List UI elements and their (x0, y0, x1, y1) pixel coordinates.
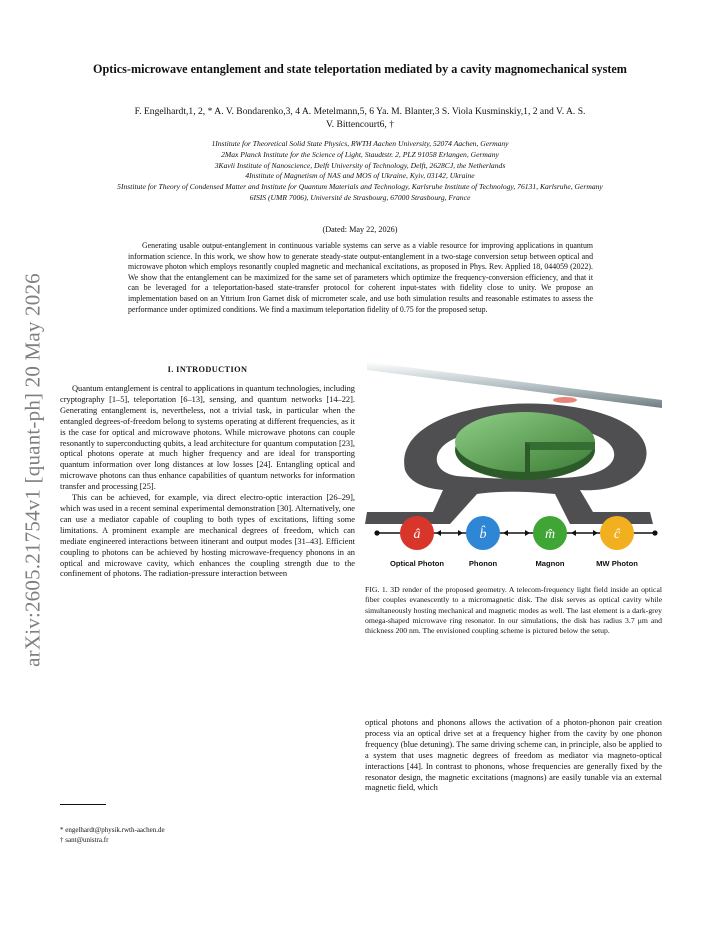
phonon-symbol: b̂ (479, 527, 487, 542)
optical-photon-label: Optical Photon (390, 559, 444, 568)
intro-paragraph-3: optical photons and phonons allows the activation of a photon-phonon pair creation process via an optical drive set at a frequency higher from the cavity by one phonon frequency (blue detuning). The same driving scheme can, in principle, also be applied to a system that uses magnetic degrees of freedom as mediator via magneto-optical interactions [44]. In contrast to phonons, whose frequencies are generally fixed by the resonator design, the magnetic excitations (magnons) are easily tunable via an external magnetic field, which (365, 718, 662, 793)
device-render (365, 362, 662, 572)
intro-paragraph-1: Quantum entanglement is central to applications in quantum technologies, including cryptography [1–5], teleportation [6–13], sensing, and quantum networks [14–22]. Generating entanglement is, nevertheless, not a trivial task, in particular when the entangled degrees-of-freedom belong to systems operating at different frequencies, as it is the case for optical and microwave photons. While microwave photons can couple resonantly to superconducting qubits, a lead architecture for quantum computation [23], optical photons operate at much higher frequency and are ideal for transporting quantum information over long distances at low losses [24]. Entangling optical and microwave photons can thus enhance capabilities of quantum networks for information transfer and processing [25]. (60, 384, 355, 492)
optical-fiber (367, 362, 662, 408)
footnote-rule (60, 804, 106, 805)
affiliation-5: 5Institute for Theory of Condensed Matter and Institute for Quantum Materials and Technology, Karlsruhe Institute of Technology, 76131, Karlsruhe, Germany (117, 182, 603, 192)
abstract: Generating usable output-entanglement in continuous variable systems can serve as a viable resource for improving applications in quantum information science. In this work, we show how to generate steady-state output-entanglement in a two-stage conversion setup between optical and microwave photon which employs resonantly coupled magnetic and mechanical excitations, as proposed in Phys. Rev. Applied 18, 044059 (2022). We show that the entanglement can be maximized for the same set of parameters which optimize the frequency-conversion efficiency, and that it can be leveraged for a teleportation-based state-transfer protocol for coherent input-states with fidelity close to unity. We propose an implementation based on an Yttrium Iron Garnet disk of micrometer scale, and use both simulation results and reasonable estimates to assess the performance under optimized conditions. We find a maximum teleportation fidelity of 0.75 for the proposed setup. (128, 241, 593, 314)
section-heading: I. INTRODUCTION (167, 365, 248, 374)
affiliations (100, 139, 620, 204)
intro-column-left (60, 384, 355, 580)
mw-photon-symbol: ĉ (613, 527, 621, 542)
affiliation-4: 4Institute of Magnetism of NAS and MOS of Ukraine, Kyiv, 03142, Ukraine (245, 171, 475, 181)
magnon-label: Magnon (535, 559, 565, 568)
author-list: F. Engelhardt,1, 2, * A. V. Bondarenko,3, 4 A. Metelmann,5, 6 Ya. M. Blanter,3 S. Viola Kusminskiy,1, 2 and V. A. S. V. Bittencourt6, † (134, 106, 586, 130)
optical-photon-symbol: â (413, 527, 421, 542)
figure-caption: FIG. 1. 3D render of the proposed geometry. A telecom-frequency light field inside an optical fiber couples evanescently to a micromagnetic disk. The disk serves as optical cavity while simultaneously hosting mechanical and magnetic modes as well. The last element is a dark-grey omega-shaped microwave ring resonator. In our simulations, the disk has radius 3.7 μm and thickness 200 nm. The envisioned coupling scheme is pictured below the setup. (365, 585, 662, 636)
intro-paragraph-2: This can be achieved, for example, via direct electro-optic interaction [26–29], which was used in a recent seminal experimental demonstration [30]. Alternatively, one can use a mediator capable of coupling to both types of excitations, lifting some limitations. A prominent example are mechanical degrees of freedom, which can mediate engineered interactions between itinerant and output modes [31–43]. Efficient coupling to photons can be achieved by hosting microwave-frequency phonons in an optical and microwave cavity, which enhances the coupling strength due to the confinement of photons. The radiation-pressure interaction between (60, 493, 355, 579)
affiliation-3: 3Kavli Institute of Nanoscience, Delft University of Technology, Delft, 2628CJ, the Netherlands (214, 160, 506, 170)
affiliation-2: 2Max Planck Institute for the Science of Light, Staudtstr. 2, PLZ 91058 Erlangen, Germany (221, 149, 499, 159)
mw-photon-label: MW Photon (596, 559, 638, 568)
date-line: (Dated: May 22, 2026) (322, 225, 398, 234)
footnotes (60, 826, 360, 845)
phonon-label: Phonon (468, 559, 498, 568)
intro-column-right (365, 718, 662, 794)
footnote-email-1: * engelhardt@physik.rwth-aachen.de (60, 826, 165, 834)
magnon-symbol: m̂ (544, 527, 556, 542)
footnote-email-2: † sant@unistra.fr (60, 835, 109, 844)
arxiv-side-stamp: arXiv:2605.21754v1 [quant-ph] 20 May 2026 (20, 273, 45, 667)
affiliation-6: 6ISIS (UMR 7006), Université de Strasbourg, 67000 Strasbourg, France (249, 192, 471, 202)
affiliation-1: 1Institute for Theoretical Solid State Physics, RWTH Aachen University, 52074 Aachen, Germany (211, 139, 509, 148)
coupling-scheme (374, 516, 657, 568)
magnetic-disk (455, 412, 595, 480)
paper-title: Optics-microwave entanglement and state teleportation mediated by a cavity magnomechanical system (93, 62, 627, 76)
figure-1 (365, 362, 662, 572)
